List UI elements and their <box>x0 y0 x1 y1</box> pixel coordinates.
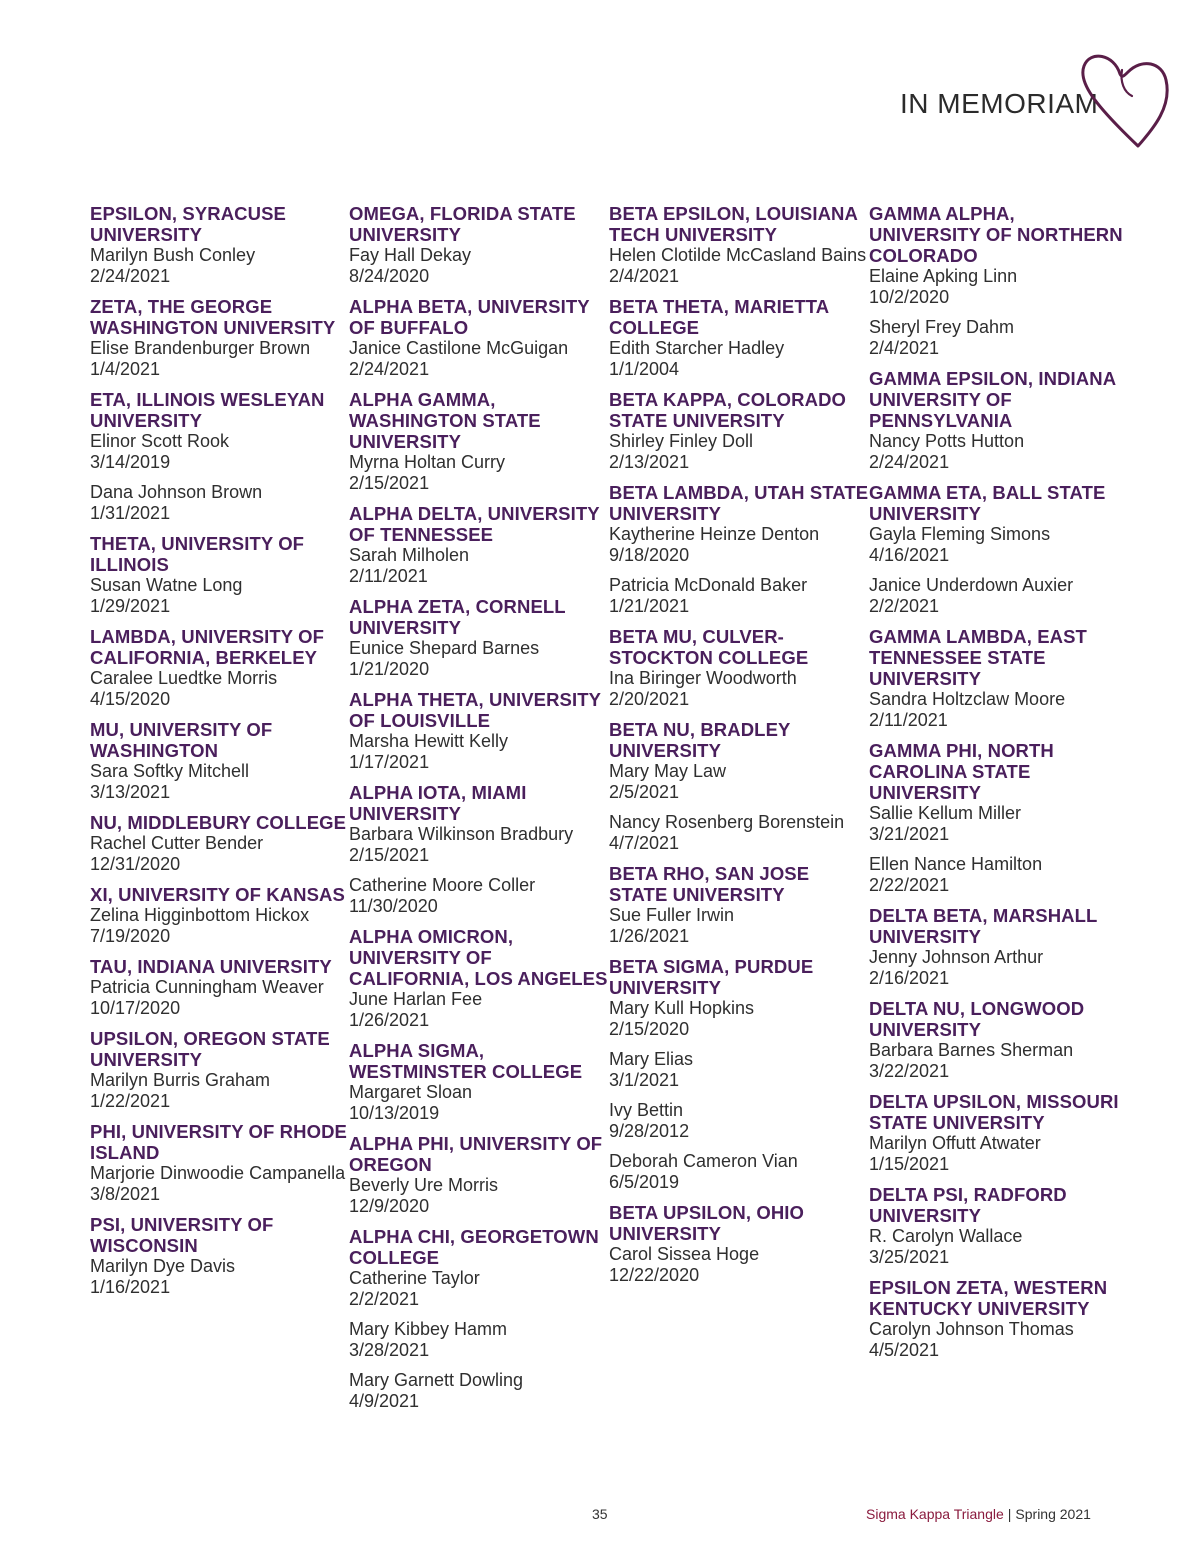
member-date: 2/2/2021 <box>349 1289 420 1309</box>
member-name: Shirley Finley Doll <box>609 431 754 451</box>
member-entry <box>349 338 611 380</box>
page-number: 35 <box>592 1506 608 1522</box>
member-date: 3/25/2021 <box>869 1247 950 1267</box>
member-name: Mary Kibbey Hamm <box>349 1319 508 1339</box>
page-title: IN MEMORIAM <box>900 88 1099 119</box>
member-entry <box>90 338 352 380</box>
member-name: Janice Underdown Auxier <box>869 575 1074 595</box>
footer-separator: | <box>1007 1506 1012 1522</box>
member-date: 6/5/2019 <box>609 1172 680 1192</box>
member-name: Elise Brandenburger Brown <box>90 338 311 358</box>
member-date: 3/22/2021 <box>869 1061 950 1081</box>
member-entry <box>90 482 352 524</box>
chapter-heading: XI, UNIVERSITY OF KANSAS <box>90 884 345 905</box>
member-name: Edith Starcher Hadley <box>609 338 785 358</box>
member-name: Zelina Higginbottom Hickox <box>90 905 310 925</box>
member-entry <box>609 761 871 803</box>
chapter-heading: ALPHA OMICRON, UNIVERSITY OF CALIFORNIA, LOS ANGELES <box>349 926 608 989</box>
chapter-heading: BETA NU, BRADLEY UNIVERSITY <box>609 719 791 761</box>
member-name: Myrna Holtan Curry <box>349 452 506 472</box>
member-name: Jenny Johnson Arthur <box>869 947 1044 967</box>
chapter-heading: ZETA, THE GEORGE WASHINGTON UNIVERSITY <box>90 296 336 338</box>
member-entry <box>609 668 871 710</box>
member-name: Ina Biringer Woodworth <box>609 668 797 688</box>
chapter-heading: BETA RHO, SAN JOSE STATE UNIVERSITY <box>609 863 810 905</box>
member-name: Carolyn Johnson Thomas <box>869 1319 1074 1339</box>
member-date: 1/26/2021 <box>349 1010 430 1030</box>
member-entry <box>90 761 352 803</box>
member-date: 4/16/2021 <box>869 545 950 565</box>
member-date: 2/4/2021 <box>869 338 940 358</box>
member-entry <box>869 1319 1131 1361</box>
member-entry <box>349 731 611 773</box>
member-date: 2/11/2021 <box>349 566 428 586</box>
member-date: 1/21/2021 <box>609 596 690 616</box>
chapter-heading: ALPHA DELTA, UNIVERSITY OF TENNESSEE <box>349 503 600 545</box>
member-entry <box>869 854 1131 896</box>
member-name: Ellen Nance Hamilton <box>869 854 1043 874</box>
member-entry <box>90 977 352 1019</box>
member-entry <box>609 245 871 287</box>
member-date: 3/21/2021 <box>869 824 950 844</box>
chapter-heading: UPSILON, OREGON STATE UNIVERSITY <box>90 1028 330 1070</box>
member-date: 1/16/2021 <box>90 1277 171 1297</box>
member-entry <box>869 524 1131 566</box>
member-date: 8/24/2020 <box>349 266 430 286</box>
chapter-heading: BETA EPSILON, LOUISIANA TECH UNIVERSITY <box>609 203 858 245</box>
member-date: 2/22/2021 <box>869 875 950 895</box>
member-date: 4/7/2021 <box>609 833 680 853</box>
member-name: Mary Garnett Dowling <box>349 1370 524 1390</box>
member-name: R. Carolyn Wallace <box>869 1226 1023 1246</box>
chapter-heading: ALPHA CHI, GEORGETOWN COLLEGE <box>349 1226 599 1268</box>
member-entry <box>609 1100 871 1142</box>
member-name: Sallie Kellum Miller <box>869 803 1022 823</box>
member-entry <box>90 575 352 617</box>
chapter-heading: TAU, INDIANA UNIVERSITY <box>90 956 332 977</box>
member-entry <box>609 1151 871 1193</box>
member-name: Susan Watne Long <box>90 575 243 595</box>
member-entry <box>90 1256 352 1298</box>
chapter-heading: LAMBDA, UNIVERSITY OF CALIFORNIA, BERKELEY <box>90 626 325 668</box>
member-entry <box>869 575 1131 617</box>
member-entry <box>349 824 611 866</box>
member-name: Fay Hall Dekay <box>349 245 472 265</box>
member-date: 4/15/2020 <box>90 689 171 709</box>
member-entry <box>90 668 352 710</box>
member-date: 3/1/2021 <box>609 1070 680 1090</box>
member-entry <box>90 1163 352 1205</box>
member-name: Marilyn Burris Graham <box>90 1070 271 1090</box>
member-date: 12/31/2020 <box>90 854 181 874</box>
member-entry <box>869 431 1131 473</box>
chapter-heading: DELTA NU, LONGWOOD UNIVERSITY <box>869 998 1085 1040</box>
chapter-heading: ETA, ILLINOIS WESLEYAN UNIVERSITY <box>90 389 325 431</box>
chapter-heading: GAMMA EPSILON, INDIANA UNIVERSITY OF PENNSYLVANIA <box>869 368 1116 431</box>
member-entry <box>609 998 871 1040</box>
member-entry <box>349 638 611 680</box>
member-name: Elinor Scott Rook <box>90 431 230 451</box>
chapter-heading: BETA UPSILON, OHIO UNIVERSITY <box>609 1202 805 1244</box>
member-entry <box>349 1082 611 1124</box>
member-name: Kaytherine Heinze Denton <box>609 524 820 544</box>
chapter-heading: ALPHA PHI, UNIVERSITY OF OREGON <box>349 1133 603 1175</box>
chapter-heading: BETA KAPPA, COLORADO STATE UNIVERSITY <box>609 389 847 431</box>
member-date: 1/29/2021 <box>90 596 171 616</box>
member-name: Sara Softky Mitchell <box>90 761 250 781</box>
publication-name: Sigma Kappa Triangle <box>866 1506 1004 1522</box>
member-name: Marjorie Dinwoodie Campanella <box>90 1163 346 1183</box>
member-name: Patricia Cunningham Weaver <box>90 977 324 997</box>
member-name: Sheryl Frey Dahm <box>869 317 1015 337</box>
issue-label: Spring 2021 <box>1015 1506 1091 1522</box>
chapter-heading: BETA SIGMA, PURDUE UNIVERSITY <box>609 956 814 998</box>
member-name: Marilyn Dye Davis <box>90 1256 236 1276</box>
member-entry <box>609 1244 871 1286</box>
member-entry <box>349 245 611 287</box>
chapter-heading: DELTA PSI, RADFORD UNIVERSITY <box>869 1184 1067 1226</box>
member-name: June Harlan Fee <box>349 989 483 1009</box>
member-date: 3/8/2021 <box>90 1184 161 1204</box>
member-entry <box>609 524 871 566</box>
member-date: 1/26/2021 <box>609 926 690 946</box>
member-name: Gayla Fleming Simons <box>869 524 1051 544</box>
member-date: 1/31/2021 <box>90 503 171 523</box>
member-entry <box>869 689 1131 731</box>
member-date: 9/28/2012 <box>609 1121 690 1141</box>
chapter-heading: GAMMA ALPHA, UNIVERSITY OF NORTHERN COLORADO <box>869 203 1123 266</box>
member-entry <box>609 575 871 617</box>
member-date: 2/24/2021 <box>349 359 430 379</box>
chapter-heading: ALPHA THETA, UNIVERSITY OF LOUISVILLE <box>349 689 601 731</box>
member-name: Eunice Shepard Barnes <box>349 638 540 658</box>
member-date: 2/2/2021 <box>869 596 940 616</box>
member-date: 7/19/2020 <box>90 926 171 946</box>
member-date: 1/15/2021 <box>869 1154 950 1174</box>
chapter-heading: ALPHA SIGMA, WESTMINSTER COLLEGE <box>349 1040 583 1082</box>
memorial-column-4 <box>869 203 1131 1361</box>
member-name: Nancy Potts Hutton <box>869 431 1025 451</box>
chapter-heading: EPSILON, SYRACUSE UNIVERSITY <box>90 203 286 245</box>
member-date: 1/4/2021 <box>90 359 161 379</box>
member-entry <box>90 833 352 875</box>
member-date: 10/2/2020 <box>869 287 950 307</box>
chapter-heading: ALPHA ZETA, CORNELL UNIVERSITY <box>349 596 566 638</box>
chapter-heading: PSI, UNIVERSITY OF WISCONSIN <box>90 1214 274 1256</box>
member-date: 3/28/2021 <box>349 1340 430 1360</box>
member-entry <box>869 1226 1131 1268</box>
member-entry <box>90 1070 352 1112</box>
memorial-column-2 <box>349 203 611 1412</box>
member-entry <box>869 317 1131 359</box>
member-name: Barbara Wilkinson Bradbury <box>349 824 574 844</box>
member-entry <box>869 1133 1131 1175</box>
chapter-heading: BETA MU, CULVER-STOCKTON COLLEGE <box>609 626 809 668</box>
member-date: 2/15/2021 <box>349 473 430 493</box>
member-entry <box>609 812 871 854</box>
member-name: Mary Elias <box>609 1049 694 1069</box>
member-name: Sue Fuller Irwin <box>609 905 735 925</box>
member-entry <box>349 1268 611 1310</box>
member-date: 1/21/2020 <box>349 659 430 679</box>
member-name: Patricia McDonald Baker <box>609 575 808 595</box>
member-name: Ivy Bettin <box>609 1100 684 1120</box>
member-name: Dana Johnson Brown <box>90 482 263 502</box>
member-entry <box>609 338 871 380</box>
member-name: Janice Castilone McGuigan <box>349 338 569 358</box>
member-entry <box>869 1040 1131 1082</box>
member-entry <box>609 1049 871 1091</box>
chapter-heading: EPSILON ZETA, WESTERN KENTUCKY UNIVERSITY <box>869 1277 1108 1319</box>
chapter-heading: MU, UNIVERSITY OF WASHINGTON <box>90 719 273 761</box>
member-date: 2/15/2021 <box>349 845 430 865</box>
chapter-heading: BETA LAMBDA, UTAH STATE UNIVERSITY <box>609 482 869 524</box>
member-date: 2/5/2021 <box>609 782 680 802</box>
chapter-heading: PHI, UNIVERSITY OF RHODE ISLAND <box>90 1121 347 1163</box>
chapter-heading: OMEGA, FLORIDA STATE UNIVERSITY <box>349 203 576 245</box>
member-name: Marsha Hewitt Kelly <box>349 731 509 751</box>
member-entry <box>609 431 871 473</box>
page-header <box>900 88 1098 120</box>
member-date: 2/11/2021 <box>869 710 948 730</box>
member-date: 10/13/2019 <box>349 1103 440 1123</box>
member-date: 4/5/2021 <box>869 1340 940 1360</box>
member-name: Marilyn Bush Conley <box>90 245 256 265</box>
member-name: Caralee Luedtke Morris <box>90 668 278 688</box>
member-name: Sandra Holtzclaw Moore <box>869 689 1066 709</box>
member-date: 9/18/2020 <box>609 545 690 565</box>
member-name: Beverly Ure Morris <box>349 1175 499 1195</box>
member-date: 2/13/2021 <box>609 452 690 472</box>
member-date: 2/4/2021 <box>609 266 680 286</box>
member-entry <box>869 266 1131 308</box>
chapter-heading: ALPHA BETA, UNIVERSITY OF BUFFALO <box>349 296 590 338</box>
member-date: 2/20/2021 <box>609 689 690 709</box>
chapter-heading: DELTA BETA, MARSHALL UNIVERSITY <box>869 905 1098 947</box>
member-name: Elaine Apking Linn <box>869 266 1018 286</box>
member-entry <box>349 1370 611 1412</box>
member-name: Mary May Law <box>609 761 727 781</box>
member-name: Nancy Rosenberg Borenstein <box>609 812 845 832</box>
chapter-heading: BETA THETA, MARIETTA COLLEGE <box>609 296 829 338</box>
member-entry <box>349 875 611 917</box>
member-date: 3/14/2019 <box>90 452 171 472</box>
chapter-heading: ALPHA GAMMA, WASHINGTON STATE UNIVERSITY <box>349 389 541 452</box>
member-date: 2/15/2020 <box>609 1019 690 1039</box>
member-date: 12/22/2020 <box>609 1265 700 1285</box>
chapter-heading: DELTA UPSILON, MISSOURI STATE UNIVERSITY <box>869 1091 1119 1133</box>
chapter-heading: GAMMA ETA, BALL STATE UNIVERSITY <box>869 482 1106 524</box>
publication-footer <box>866 1506 1091 1522</box>
member-entry <box>349 545 611 587</box>
member-name: Catherine Moore Coller <box>349 875 536 895</box>
member-entry <box>869 803 1131 845</box>
chapter-heading: NU, MIDDLEBURY COLLEGE <box>90 812 347 833</box>
member-entry <box>90 905 352 947</box>
member-name: Margaret Sloan <box>349 1082 473 1102</box>
chapter-heading: THETA, UNIVERSITY OF ILLINOIS <box>90 533 305 575</box>
member-date: 1/22/2021 <box>90 1091 171 1111</box>
chapter-heading: ALPHA IOTA, MIAMI UNIVERSITY <box>349 782 527 824</box>
member-entry <box>609 905 871 947</box>
member-entry <box>349 989 611 1031</box>
member-date: 4/9/2021 <box>349 1391 420 1411</box>
member-date: 2/16/2021 <box>869 968 950 988</box>
member-date: 3/13/2021 <box>90 782 171 802</box>
member-date: 2/24/2021 <box>90 266 171 286</box>
member-date: 1/17/2021 <box>349 752 430 772</box>
member-date: 2/24/2021 <box>869 452 950 472</box>
chapter-heading: GAMMA LAMBDA, EAST TENNESSEE STATE UNIVERSITY <box>869 626 1087 689</box>
member-name: Deborah Cameron Vian <box>609 1151 798 1171</box>
member-name: Mary Kull Hopkins <box>609 998 755 1018</box>
member-entry <box>90 245 352 287</box>
memorial-column-1 <box>90 203 352 1298</box>
member-entry <box>349 452 611 494</box>
member-entry <box>349 1319 611 1361</box>
member-entry <box>90 431 352 473</box>
heart-icon <box>1076 48 1172 154</box>
member-name: Rachel Cutter Bender <box>90 833 264 853</box>
member-date: 12/9/2020 <box>349 1196 430 1216</box>
member-name: Carol Sissea Hoge <box>609 1244 760 1264</box>
memorial-column-3 <box>609 203 871 1286</box>
member-entry <box>869 947 1131 989</box>
member-name: Marilyn Offutt Atwater <box>869 1133 1041 1153</box>
chapter-heading: GAMMA PHI, NORTH CAROLINA STATE UNIVERSITY <box>869 740 1054 803</box>
member-name: Helen Clotilde McCasland Bains <box>609 245 867 265</box>
member-name: Catherine Taylor <box>349 1268 480 1288</box>
member-date: 10/17/2020 <box>90 998 181 1018</box>
member-date: 1/1/2004 <box>609 359 680 379</box>
member-name: Barbara Barnes Sherman <box>869 1040 1074 1060</box>
member-name: Sarah Milholen <box>349 545 470 565</box>
member-entry <box>349 1175 611 1217</box>
member-date: 11/30/2020 <box>349 896 438 916</box>
